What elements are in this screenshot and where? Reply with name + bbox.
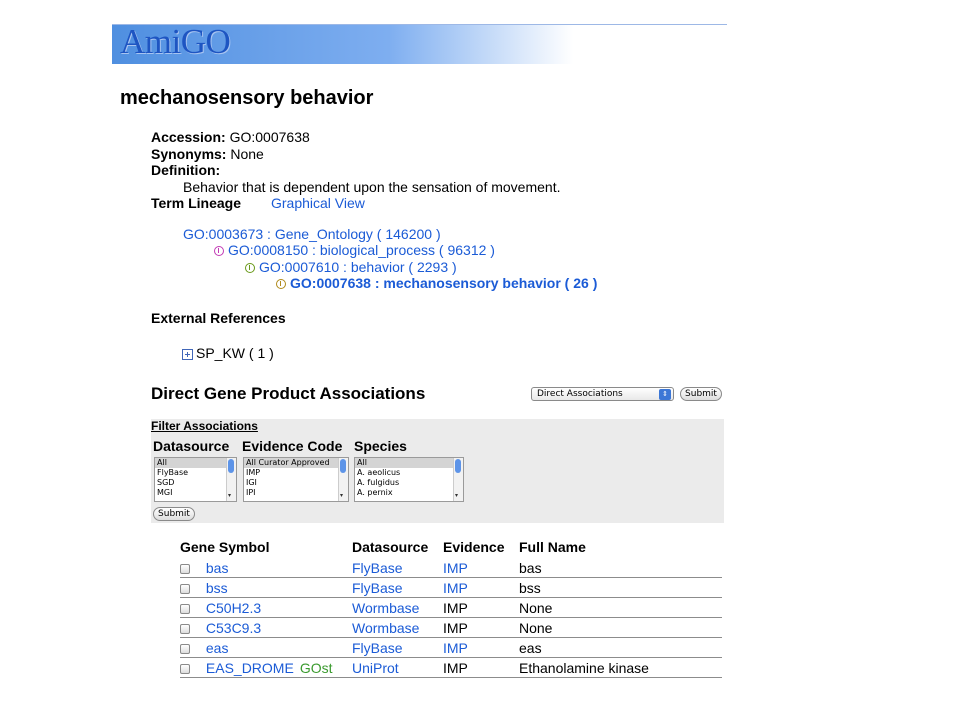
select-arrow-icon: ⇕ — [659, 389, 671, 400]
list-option[interactable]: A. pernix — [357, 488, 393, 497]
list-option[interactable]: SGD — [157, 478, 175, 487]
datasource-link[interactable]: FlyBase — [352, 559, 403, 576]
datasource-link[interactable]: Wormbase — [352, 619, 420, 636]
evidence-cell — [443, 558, 519, 578]
external-reference-row — [182, 345, 274, 361]
associations-submit-button[interactable]: Submit — [680, 387, 722, 401]
filter-associations-link[interactable]: Filter Associations — [151, 419, 258, 433]
col-datasource[interactable]: Datasource — [352, 539, 429, 555]
accession-row — [151, 129, 310, 145]
part-of-icon — [214, 246, 224, 256]
gene-symbol-cell — [180, 598, 352, 618]
row-checkbox[interactable] — [180, 584, 190, 594]
table-row — [180, 598, 722, 618]
accession-label: Accession: — [151, 129, 226, 145]
datasource-cell — [352, 578, 443, 598]
graphical-view-link[interactable]: Graphical View — [271, 195, 365, 211]
table-header-row — [180, 538, 722, 558]
evidence-cell — [443, 578, 519, 598]
list-option[interactable]: IMP — [246, 468, 261, 477]
gene-symbol-link[interactable]: eas — [205, 639, 229, 656]
expand-plus-icon[interactable] — [182, 349, 193, 360]
definition-label: Definition: — [151, 162, 221, 178]
list-option[interactable]: MGI — [157, 488, 173, 497]
gene-symbol-link[interactable]: bas — [205, 559, 229, 576]
gene-product-table — [180, 538, 722, 678]
synonyms-row — [151, 146, 264, 162]
list-option[interactable]: IGI — [246, 478, 257, 487]
datasource-cell — [352, 558, 443, 578]
lineage-row-mechanosensory — [276, 275, 597, 291]
species-listbox[interactable] — [354, 457, 464, 502]
col-full-name[interactable]: Full Name — [519, 539, 586, 555]
listbox-scrollbar[interactable]: ▾ — [338, 458, 348, 501]
synonyms-label: Synonyms: — [151, 146, 227, 162]
col-gene-symbol[interactable]: Gene Symbol — [180, 539, 270, 555]
species-label: Species — [354, 438, 407, 454]
list-option[interactable]: A. fulgidus — [357, 478, 400, 487]
evidence-code: IMP — [443, 659, 468, 676]
listbox-scrollbar[interactable]: ▾ — [453, 458, 463, 501]
row-checkbox[interactable] — [180, 604, 190, 614]
gene-symbol-cell — [180, 638, 352, 658]
evidence-code: IMP — [443, 599, 468, 616]
lineage-row-biological-process — [214, 242, 495, 258]
datasource-link[interactable]: FlyBase — [352, 639, 403, 656]
evidence-cell — [443, 598, 519, 618]
table-row — [180, 578, 722, 598]
list-option[interactable]: FlyBase — [157, 468, 189, 477]
associations-heading: Direct Gene Product Associations — [151, 384, 426, 403]
datasource-cell — [352, 638, 443, 658]
gene-symbol-link[interactable]: C50H2.3 — [205, 599, 262, 616]
full-name-cell: None — [519, 618, 722, 638]
synonyms-value: None — [230, 146, 264, 162]
evidence-code[interactable]: IMP — [443, 639, 468, 656]
external-references-heading: External References — [151, 310, 286, 326]
gost-link[interactable]: GOst — [299, 659, 333, 676]
association-type-select[interactable] — [531, 387, 674, 401]
table-row — [180, 558, 722, 578]
table-row — [180, 618, 722, 638]
datasource-cell — [352, 658, 443, 678]
is-a-icon — [276, 279, 286, 289]
col-evidence[interactable]: Evidence — [443, 539, 505, 555]
datasource-cell — [352, 618, 443, 638]
gene-symbol-cell — [180, 558, 352, 578]
row-checkbox[interactable] — [180, 644, 190, 654]
page-title: mechanosensory behavior — [120, 87, 374, 109]
external-reference-item: SP_KW ( 1 ) — [196, 345, 274, 361]
gene-symbol-cell — [180, 658, 352, 678]
lineage-item-gene-ontology[interactable]: GO:0003673 : Gene_Ontology ( 146200 ) — [183, 226, 441, 242]
datasource-link[interactable]: Wormbase — [352, 599, 420, 616]
lineage-item-mechanosensory-behavior[interactable]: GO:0007638 : mechanosensory behavior ( 26 ) — [290, 275, 598, 291]
lineage-item-behavior[interactable]: GO:0007610 : behavior ( 2293 ) — [259, 259, 457, 275]
row-checkbox[interactable] — [180, 664, 190, 674]
evidence-code: IMP — [443, 619, 468, 636]
datasource-label: Datasource — [153, 438, 230, 454]
row-checkbox[interactable] — [180, 624, 190, 634]
list-option[interactable]: A. aeolicus — [357, 468, 401, 477]
evidence-code[interactable]: IMP — [443, 579, 468, 596]
gene-symbol-link[interactable]: C53C9.3 — [205, 619, 262, 636]
full-name-cell: bas — [519, 558, 722, 578]
table-row — [180, 638, 722, 658]
evidence-cell — [443, 658, 519, 678]
association-type-value: Direct Associations — [537, 389, 623, 399]
evidence-code-label: Evidence Code — [242, 438, 343, 454]
gene-symbol-cell — [180, 618, 352, 638]
list-option[interactable]: All — [155, 458, 236, 468]
full-name-cell: bss — [519, 578, 722, 598]
evidence-cell — [443, 638, 519, 658]
evidence-code-listbox[interactable] — [243, 457, 349, 502]
lineage-row-behavior — [245, 259, 457, 275]
amigo-logo[interactable]: AmiGO — [120, 22, 231, 61]
list-option[interactable]: All — [355, 458, 463, 468]
row-checkbox[interactable] — [180, 564, 190, 574]
gene-symbol-link[interactable]: bss — [205, 579, 228, 596]
lineage-item-biological-process[interactable]: GO:0008150 : biological_process ( 96312 ) — [228, 242, 495, 258]
gene-symbol-cell — [180, 578, 352, 598]
full-name-cell: eas — [519, 638, 722, 658]
list-option[interactable]: All Curator Approved — [244, 458, 348, 468]
filter-submit-button[interactable]: Submit — [153, 507, 195, 521]
table-row — [180, 658, 722, 678]
datasource-cell — [352, 598, 443, 618]
accession-value: GO:0007638 — [229, 129, 310, 145]
datasource-listbox[interactable] — [154, 457, 237, 502]
definition-text: Behavior that is dependent upon the sensation of movement. — [183, 179, 561, 195]
evidence-cell — [443, 618, 519, 638]
gene-symbol-link[interactable]: EAS_DROME — [205, 659, 294, 676]
datasource-link[interactable]: FlyBase — [352, 579, 403, 596]
listbox-scrollbar[interactable]: ▾ — [226, 458, 236, 501]
datasource-link[interactable]: UniProt — [352, 659, 399, 676]
is-a-icon — [245, 263, 255, 273]
term-lineage-label: Term Lineage — [151, 195, 241, 211]
evidence-code[interactable]: IMP — [443, 559, 468, 576]
list-option[interactable]: IPI — [246, 488, 256, 497]
full-name-cell: None — [519, 598, 722, 618]
full-name-cell: Ethanolamine kinase — [519, 658, 722, 678]
